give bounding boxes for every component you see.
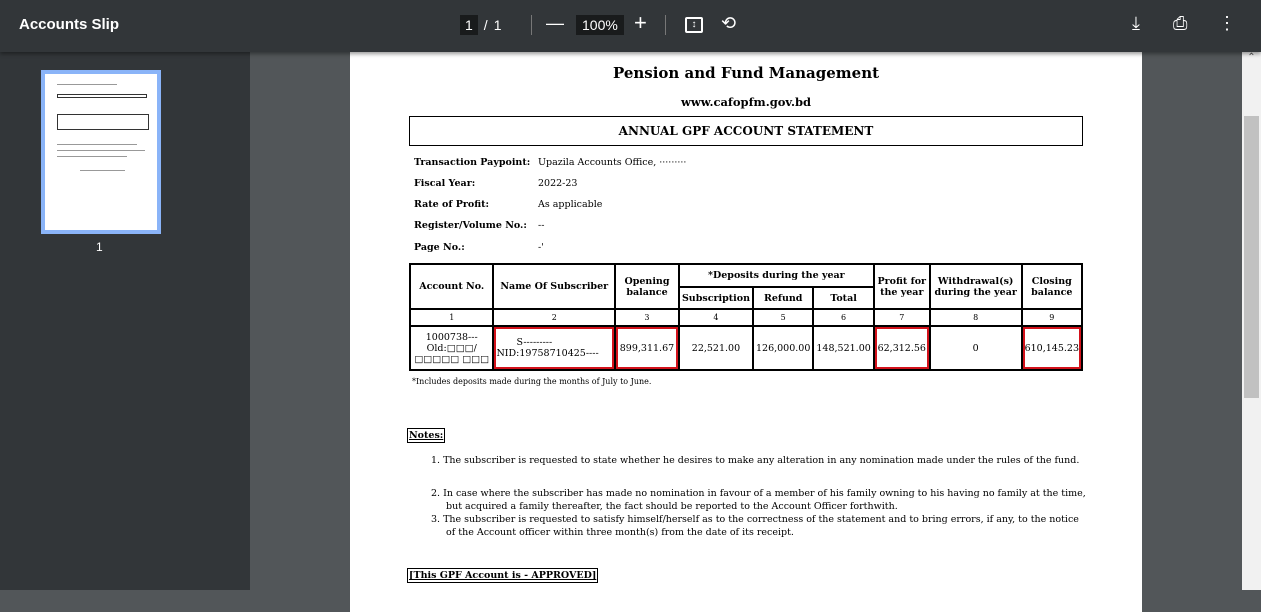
page-separator: /	[483, 17, 488, 33]
scrollbar-thumb[interactable]	[1244, 116, 1259, 398]
note-item: 1. The subscriber is requested to state whether he desires to make any alteration in any nomination made under the rules of the fund.	[431, 455, 1080, 466]
info-row: Page No.: -'	[414, 242, 544, 253]
account-cell: 1000738--- Old:□□□/□□□□□ □□□	[410, 326, 493, 370]
opening-cell: 899,311.67	[615, 326, 679, 370]
document-title: Accounts Slip	[19, 16, 120, 33]
name-cell: S--------- NID:19758710425----	[493, 326, 615, 370]
scroll-up-icon[interactable]: ⌃	[1247, 52, 1256, 63]
zoom-input[interactable]: 100%	[576, 15, 624, 35]
fit-page-icon[interactable]: ↕	[685, 17, 703, 33]
thumbnail-page-number: 1	[96, 240, 103, 254]
rotate-icon[interactable]: ⟲	[721, 13, 737, 33]
withdrawal-cell: 0	[930, 326, 1022, 370]
info-row: Fiscal Year: 2022-23	[414, 178, 578, 189]
page-indicator	[460, 15, 501, 35]
col-opening: Opening balance	[615, 264, 679, 309]
pdf-toolbar	[0, 0, 1261, 52]
pdf-page	[350, 52, 1142, 612]
page-thumbnail[interactable]	[41, 70, 161, 234]
download-icon[interactable]: ⤓	[1132, 13, 1140, 33]
more-icon[interactable]: ⋮	[1218, 13, 1236, 33]
print-icon[interactable]: ⎙	[1173, 13, 1188, 33]
org-title: Pension and Fund Management	[612, 64, 880, 82]
table-row	[410, 326, 1082, 370]
footnote: *Includes deposits made during the months of July to June.	[412, 377, 652, 386]
col-subscription: Subscription	[679, 287, 753, 309]
note-item: 3. The subscriber is requested to satisfy himself/herself as to the correctness of the statement and to bring errors, if any, to the notice of the Account officer within three month(s) from the date of its receipt.	[431, 514, 1079, 538]
info-row: Transaction Paypoint: Upazila Accounts Office, ·········	[414, 157, 687, 168]
notes-title: Notes:	[409, 430, 444, 441]
profit-cell: 62,312.56	[874, 326, 930, 370]
page-number-input[interactable]: 1	[460, 15, 478, 35]
plus-icon[interactable]: +	[634, 10, 647, 35]
subscription-cell: 22,521.00	[679, 326, 753, 370]
total-pages: 1	[493, 17, 502, 33]
col-deposits: *Deposits during the year	[679, 264, 874, 287]
col-withdrawal: Withdrawal(s) during the year	[930, 264, 1022, 309]
minus-icon[interactable]: —	[546, 13, 564, 33]
note-item: 2. In case where the subscriber has made no nomination in favour of a member of his family owning to his having no family at the time, but acquired a family thereafter, the fact should be reported to the Account Officer forthwith.	[431, 488, 1086, 512]
col-closing: Closing balance	[1022, 264, 1082, 309]
org-url: www.cafopfm.gov.bd	[680, 95, 812, 109]
col-name: Name Of Subscriber	[493, 264, 615, 309]
column-numbers: 1 2 3 4 5 6 7 8 9	[410, 309, 1082, 326]
divider	[531, 15, 532, 35]
info-row: Rate of Profit: As applicable	[414, 199, 603, 210]
approval-status: [This GPF Account is - APPROVED]	[409, 570, 597, 581]
divider	[665, 15, 666, 35]
closing-cell: 610,145.23	[1022, 326, 1082, 370]
total-cell: 148,521.00	[813, 326, 873, 370]
account-table	[409, 263, 1083, 371]
col-profit: Profit for the year	[874, 264, 930, 309]
refund-cell: 126,000.00	[753, 326, 813, 370]
statement-heading: ANNUAL GPF ACCOUNT STATEMENT	[409, 116, 1083, 146]
col-account: Account No.	[410, 264, 493, 309]
col-refund: Refund	[753, 287, 813, 309]
col-total: Total	[813, 287, 873, 309]
info-row: Register/Volume No.: --	[414, 220, 545, 231]
